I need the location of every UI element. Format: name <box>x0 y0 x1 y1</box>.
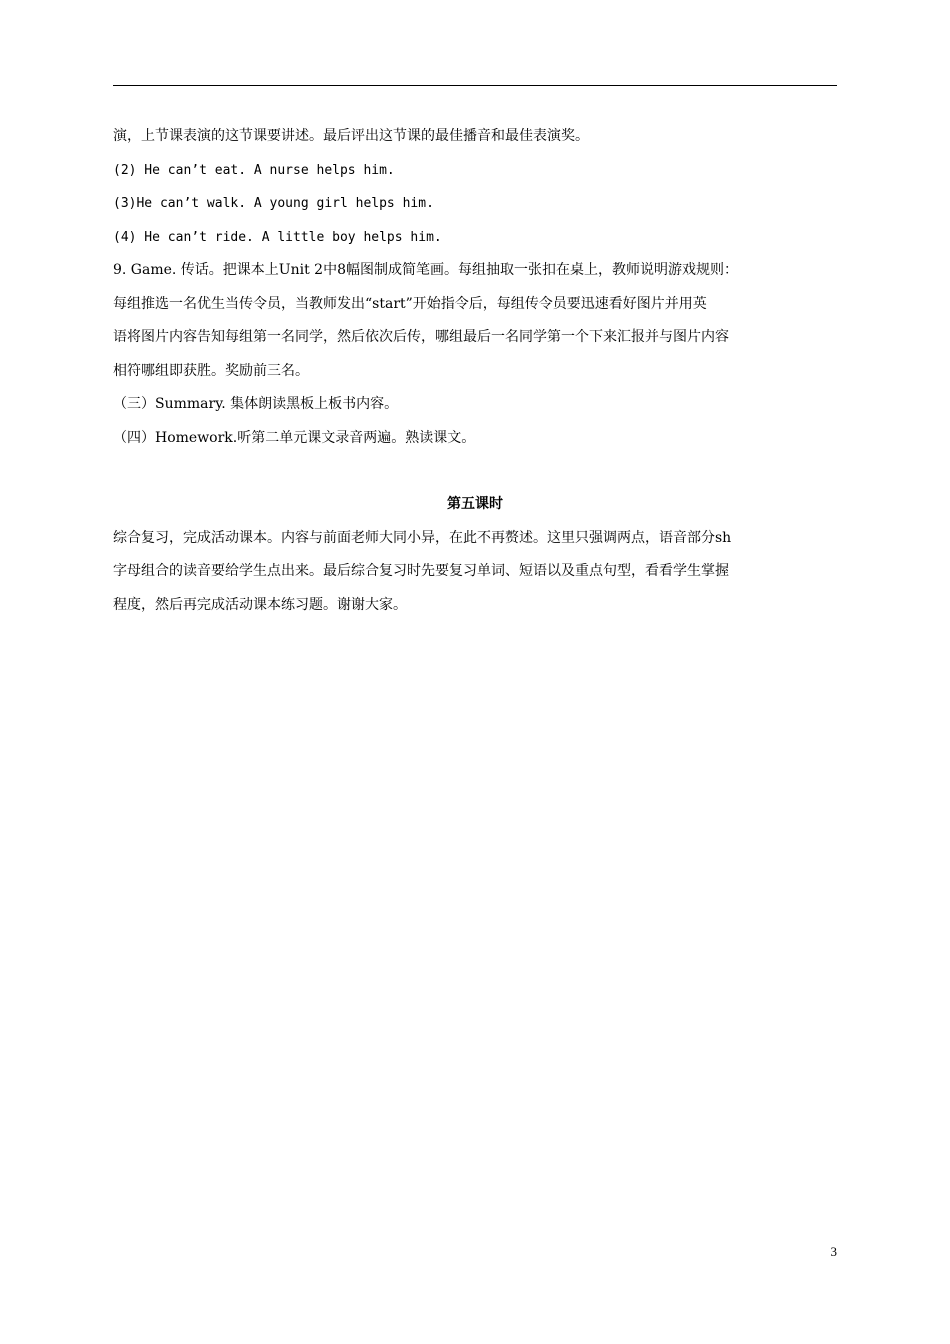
review-paragraph-line: 字母组合的读音要给学生点出来。最后综合复习时先要复习单词、短语以及重点句型，看看学生掌握 <box>113 563 729 579</box>
paragraph-line: 演，上节课表演的这节课要讲述。最后评出这节课的最佳播音和最佳表演奖。 <box>113 128 589 144</box>
game-instruction-line: 每组推选一名优生当传令员，当教师发出“start”开始指令后，每组传令员要迅速看好图片并用英 <box>113 295 707 312</box>
header-rule <box>113 85 837 86</box>
game-instruction-line: 相符哪组即获胜。奖励前三名。 <box>113 362 309 379</box>
review-paragraph-line: 程度，然后再完成活动课本练习题。谢谢大家。 <box>113 596 407 613</box>
document-body <box>113 120 837 622</box>
review-paragraph-line: 综合复习，完成活动课本。内容与前面老师大同小异，在此不再赘述。这里只强调两点，语音部分sh <box>113 529 732 546</box>
sentence-line-4: (4) He can’t ride. A little boy helps him. <box>113 229 442 245</box>
sentence-line-2: (2) He can’t eat. A nurse helps him. <box>113 162 395 178</box>
sentence-line-3: (3)He can’t walk. A young girl helps him. <box>113 196 434 211</box>
section-title: 第五课时 <box>447 496 503 512</box>
homework-line: （四）Homework.听第二单元课文录音两遍。熟读课文。 <box>113 429 476 446</box>
game-instruction-line: 9. Game. 传话。把课本上Unit 2中8幅图制成简笔画。每组抽取一张扣在桌上，教师说明游戏规则： <box>113 262 738 278</box>
summary-line: （三）Summary. 集体朗读黑板上板书内容。 <box>113 396 399 412</box>
page-number: 3 <box>830 1244 837 1259</box>
game-instruction-line: 语将图片内容告知每组第一名同学，然后依次后传，哪组最后一名同学第一个下来汇报并与图片内容 <box>113 329 729 345</box>
